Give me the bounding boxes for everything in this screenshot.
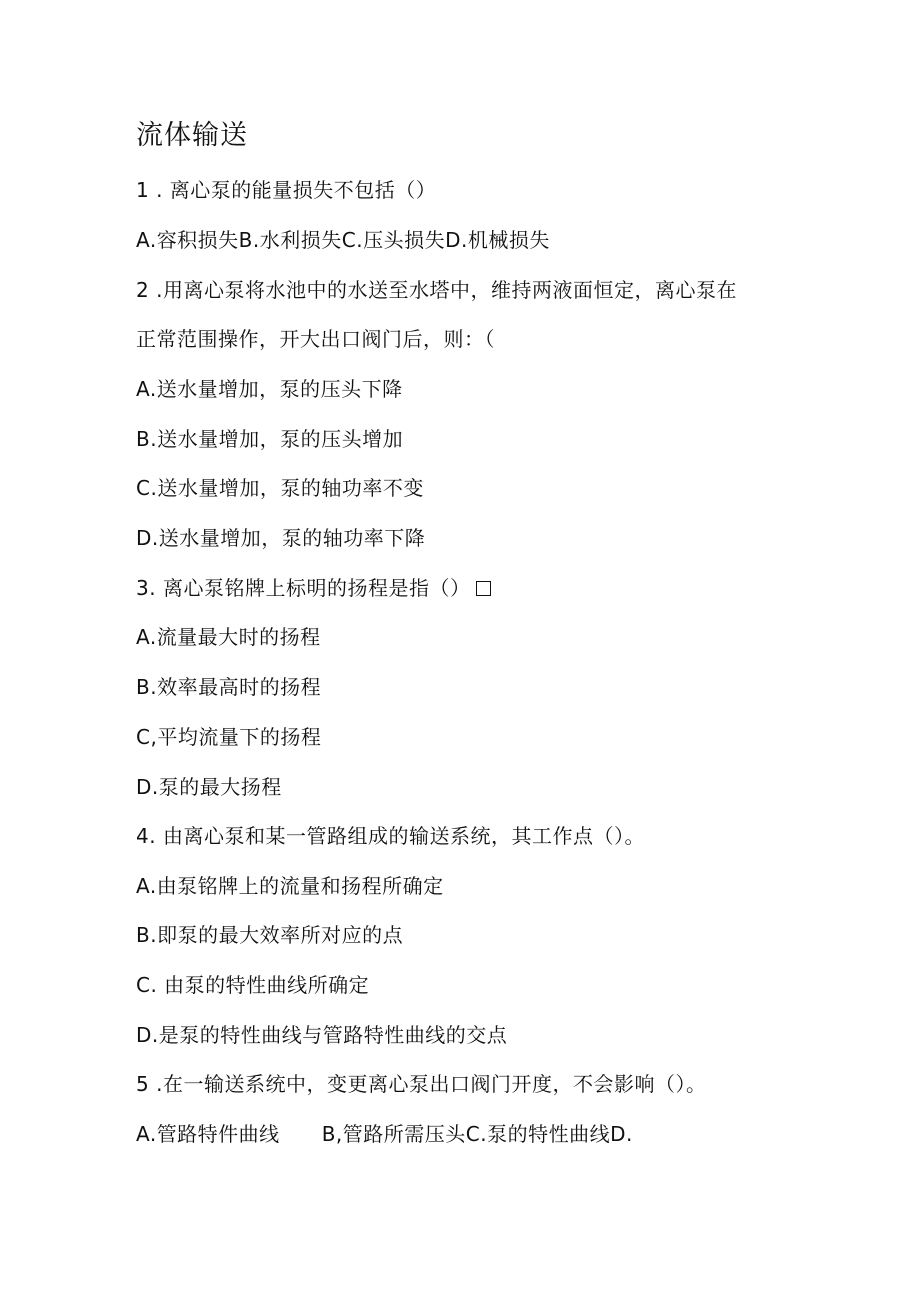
question-3-option-a: A.流量最大时的扬程 bbox=[136, 625, 321, 649]
question-2-option-d: D.送水量增加，泵的轴功率下降 bbox=[136, 526, 426, 550]
question-2-option-b: B.送水量增加，泵的压头增加 bbox=[136, 427, 404, 451]
question-2-stem-line-2: 正常范围操作，开大出口阀门后，则：（ bbox=[136, 327, 495, 351]
question-1-stem: 1 . 离心泵的能量损失不包括（） bbox=[136, 178, 437, 202]
question-2-stem-line-1: 2 .用离心泵将水池中的水送至水塔中，维持两液面恒定，离心泵在 bbox=[136, 278, 737, 302]
question-3-option-b: B.效率最高时的扬程 bbox=[136, 675, 322, 699]
question-5-option-a: A.管路特件曲线 bbox=[136, 1122, 280, 1146]
question-5-options-rest: B,管路所需压头C.泵的特性曲线D. bbox=[321, 1122, 633, 1146]
question-5-options-row bbox=[136, 1120, 633, 1148]
question-5-stem: 5 .在一输送系统中，变更离心泵出口阀门开度，不会影响（）。 bbox=[136, 1072, 707, 1096]
question-4-option-b: B.即泵的最大效率所对应的点 bbox=[136, 923, 404, 947]
question-4-option-d: D.是泵的特性曲线与管路特性曲线的交点 bbox=[136, 1023, 508, 1047]
question-3-option-c: C,平均流量下的扬程 bbox=[136, 725, 322, 749]
question-3-option-d: D.泵的最大扬程 bbox=[136, 775, 282, 799]
question-4-option-a: A.由泵铭牌上的流量和扬程所确定 bbox=[136, 874, 444, 898]
question-1-options: A.容积损失B.水利损失C.压头损失D.机械损失 bbox=[136, 228, 550, 252]
question-3-stem: 3. 离心泵铭牌上标明的扬程是指（） bbox=[136, 576, 471, 600]
question-3-stem-row bbox=[136, 574, 491, 602]
question-4-option-c: C. 由泵的特性曲线所确定 bbox=[136, 973, 370, 997]
question-2-option-c: C.送水量增加，泵的轴功率不变 bbox=[136, 476, 424, 500]
empty-box-icon bbox=[476, 581, 491, 596]
question-4-stem: 4. 由离心泵和某一管路组成的输送系统，其工作点（）。 bbox=[136, 824, 645, 848]
document-title: 流体输送 bbox=[136, 120, 248, 151]
question-2-option-a: A.送水量增加，泵的压头下降 bbox=[136, 377, 403, 401]
